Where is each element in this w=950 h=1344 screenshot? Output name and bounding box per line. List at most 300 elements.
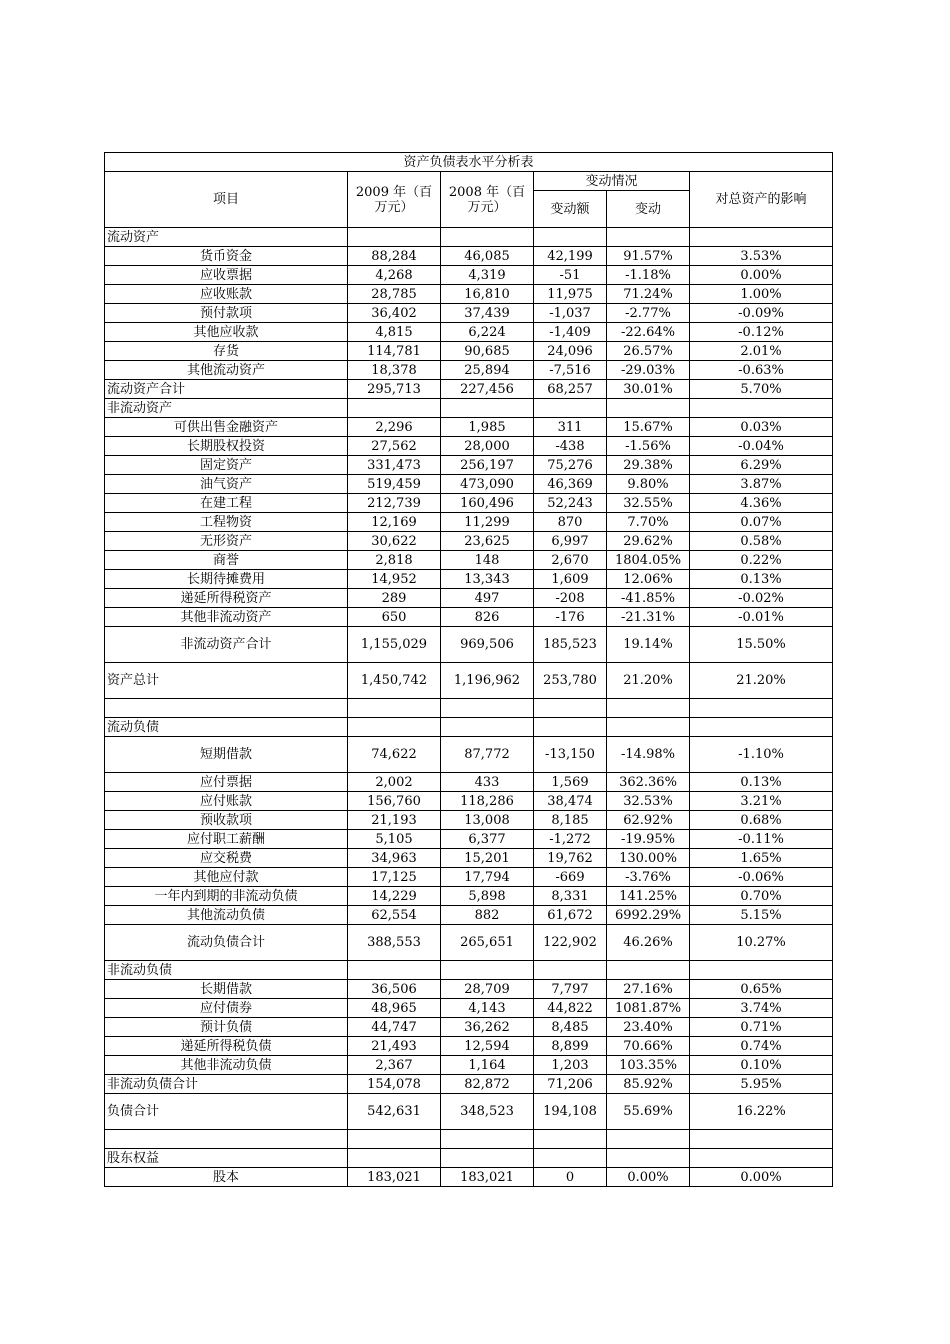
change-amount: 7,797 bbox=[534, 980, 607, 999]
table-row bbox=[105, 1094, 833, 1130]
item-label: 预付款项 bbox=[105, 304, 348, 323]
value-2008: 11,299 bbox=[441, 513, 534, 532]
value-2009: 12,169 bbox=[348, 513, 441, 532]
change-pct: -22.64% bbox=[607, 323, 690, 342]
change-amount: 52,243 bbox=[534, 494, 607, 513]
item-label: 在建工程 bbox=[105, 494, 348, 513]
value-2009: 2,002 bbox=[348, 773, 441, 792]
item-label: 货币资金 bbox=[105, 247, 348, 266]
impact-value: 15.50% bbox=[690, 627, 833, 663]
value-2008: 28,709 bbox=[441, 980, 534, 999]
table-row bbox=[105, 380, 833, 399]
change-pct: 1804.05% bbox=[607, 551, 690, 570]
empty-cell bbox=[348, 1149, 441, 1168]
item-label: 股本 bbox=[105, 1168, 348, 1187]
table-row bbox=[105, 792, 833, 811]
value-2008: 256,197 bbox=[441, 456, 534, 475]
empty-cell bbox=[534, 1149, 607, 1168]
header-2008: 2008 年（百万元） bbox=[441, 172, 534, 228]
item-label: 应付职工薪酬 bbox=[105, 830, 348, 849]
blank-cell bbox=[690, 1130, 833, 1149]
header-change: 变动情况 bbox=[534, 172, 690, 191]
blank-cell bbox=[105, 1130, 348, 1149]
change-pct: -41.85% bbox=[607, 589, 690, 608]
table-row bbox=[105, 627, 833, 663]
empty-cell bbox=[534, 961, 607, 980]
change-pct: 130.00% bbox=[607, 849, 690, 868]
value-2009: 183,021 bbox=[348, 1168, 441, 1187]
change-pct: 32.55% bbox=[607, 494, 690, 513]
header-change-amount: 变动额 bbox=[534, 191, 607, 228]
impact-value: 6.29% bbox=[690, 456, 833, 475]
table-row bbox=[105, 361, 833, 380]
value-2009: 36,402 bbox=[348, 304, 441, 323]
value-2009: 2,367 bbox=[348, 1056, 441, 1075]
table-row bbox=[105, 570, 833, 589]
empty-cell bbox=[607, 718, 690, 737]
section-label: 非流动资产 bbox=[105, 399, 348, 418]
change-pct: -2.77% bbox=[607, 304, 690, 323]
change-amount: 870 bbox=[534, 513, 607, 532]
impact-value: -0.12% bbox=[690, 323, 833, 342]
blank-cell bbox=[441, 1130, 534, 1149]
impact-value: 0.03% bbox=[690, 418, 833, 437]
table-row bbox=[105, 285, 833, 304]
impact-value: 0.68% bbox=[690, 811, 833, 830]
item-label: 其他应收款 bbox=[105, 323, 348, 342]
balance-sheet-table bbox=[104, 152, 833, 1187]
empty-cell bbox=[690, 961, 833, 980]
table-row bbox=[105, 906, 833, 925]
impact-value: -0.01% bbox=[690, 608, 833, 627]
value-2009: 154,078 bbox=[348, 1075, 441, 1094]
change-amount: 6,997 bbox=[534, 532, 607, 551]
item-label: 应交税费 bbox=[105, 849, 348, 868]
item-label: 一年内到期的非流动负债 bbox=[105, 887, 348, 906]
blank-cell bbox=[534, 1130, 607, 1149]
value-2009: 289 bbox=[348, 589, 441, 608]
empty-cell bbox=[441, 718, 534, 737]
value-2009: 1,450,742 bbox=[348, 663, 441, 699]
empty-cell bbox=[690, 228, 833, 247]
change-amount: -438 bbox=[534, 437, 607, 456]
value-2009: 48,965 bbox=[348, 999, 441, 1018]
item-label: 长期借款 bbox=[105, 980, 348, 999]
value-2008: 46,085 bbox=[441, 247, 534, 266]
impact-value: -0.02% bbox=[690, 589, 833, 608]
value-2009: 30,622 bbox=[348, 532, 441, 551]
blank-cell bbox=[348, 1130, 441, 1149]
change-pct: 0.00% bbox=[607, 1168, 690, 1187]
change-amount: 311 bbox=[534, 418, 607, 437]
value-2009: 18,378 bbox=[348, 361, 441, 380]
change-pct: 30.01% bbox=[607, 380, 690, 399]
impact-value: 0.70% bbox=[690, 887, 833, 906]
change-amount: -7,516 bbox=[534, 361, 607, 380]
table-row bbox=[105, 456, 833, 475]
empty-cell bbox=[348, 718, 441, 737]
blank-cell bbox=[607, 699, 690, 718]
impact-value: -0.63% bbox=[690, 361, 833, 380]
change-amount: 0 bbox=[534, 1168, 607, 1187]
section-label: 流动负债 bbox=[105, 718, 348, 737]
table-row bbox=[105, 849, 833, 868]
change-pct: 26.57% bbox=[607, 342, 690, 361]
change-pct: 91.57% bbox=[607, 247, 690, 266]
change-amount: 2,670 bbox=[534, 551, 607, 570]
value-2009: 114,781 bbox=[348, 342, 441, 361]
value-2008: 36,262 bbox=[441, 1018, 534, 1037]
table-body bbox=[105, 228, 833, 1187]
change-amount: -208 bbox=[534, 589, 607, 608]
value-2008: 37,439 bbox=[441, 304, 534, 323]
table-row bbox=[105, 342, 833, 361]
value-2009: 28,785 bbox=[348, 285, 441, 304]
impact-value: 5.70% bbox=[690, 380, 833, 399]
section-label: 股东权益 bbox=[105, 1149, 348, 1168]
table-row bbox=[105, 608, 833, 627]
impact-value: 16.22% bbox=[690, 1094, 833, 1130]
table-row bbox=[105, 304, 833, 323]
value-2009: 1,155,029 bbox=[348, 627, 441, 663]
blank-cell bbox=[607, 1130, 690, 1149]
blank-row bbox=[105, 699, 833, 718]
value-2008: 148 bbox=[441, 551, 534, 570]
change-amount: -1,272 bbox=[534, 830, 607, 849]
table-row bbox=[105, 323, 833, 342]
change-pct: 19.14% bbox=[607, 627, 690, 663]
change-amount: 185,523 bbox=[534, 627, 607, 663]
change-pct: 15.67% bbox=[607, 418, 690, 437]
empty-cell bbox=[690, 1149, 833, 1168]
value-2009: 2,296 bbox=[348, 418, 441, 437]
value-2008: 4,143 bbox=[441, 999, 534, 1018]
item-label: 应收票据 bbox=[105, 266, 348, 285]
change-pct: 103.35% bbox=[607, 1056, 690, 1075]
change-pct: 29.38% bbox=[607, 456, 690, 475]
table-row bbox=[105, 830, 833, 849]
item-label: 油气资产 bbox=[105, 475, 348, 494]
total-label: 负债合计 bbox=[105, 1094, 348, 1130]
change-pct: 55.69% bbox=[607, 1094, 690, 1130]
table-row bbox=[105, 980, 833, 999]
table-row bbox=[105, 551, 833, 570]
change-pct: -14.98% bbox=[607, 737, 690, 773]
change-amount: 71,206 bbox=[534, 1075, 607, 1094]
value-2009: 27,562 bbox=[348, 437, 441, 456]
empty-cell bbox=[607, 961, 690, 980]
change-amount: 42,199 bbox=[534, 247, 607, 266]
blank-cell bbox=[690, 699, 833, 718]
item-label: 递延所得税资产 bbox=[105, 589, 348, 608]
table-row bbox=[105, 737, 833, 773]
item-label: 非流动资产合计 bbox=[105, 627, 348, 663]
value-2008: 497 bbox=[441, 589, 534, 608]
value-2008: 87,772 bbox=[441, 737, 534, 773]
value-2008: 90,685 bbox=[441, 342, 534, 361]
value-2008: 183,021 bbox=[441, 1168, 534, 1187]
change-pct: 62.92% bbox=[607, 811, 690, 830]
item-label: 长期待摊费用 bbox=[105, 570, 348, 589]
table-row bbox=[105, 494, 833, 513]
section-row bbox=[105, 399, 833, 418]
change-amount: 68,257 bbox=[534, 380, 607, 399]
item-label: 长期股权投资 bbox=[105, 437, 348, 456]
value-2008: 4,319 bbox=[441, 266, 534, 285]
total-label: 资产总计 bbox=[105, 663, 348, 699]
item-label: 应付账款 bbox=[105, 792, 348, 811]
change-pct: -19.95% bbox=[607, 830, 690, 849]
value-2008: 13,343 bbox=[441, 570, 534, 589]
impact-value: -0.11% bbox=[690, 830, 833, 849]
impact-value: -0.09% bbox=[690, 304, 833, 323]
change-pct: -1.18% bbox=[607, 266, 690, 285]
item-label: 应付债券 bbox=[105, 999, 348, 1018]
impact-value: 5.95% bbox=[690, 1075, 833, 1094]
empty-cell bbox=[607, 1149, 690, 1168]
change-pct: 12.06% bbox=[607, 570, 690, 589]
value-2008: 23,625 bbox=[441, 532, 534, 551]
change-pct: 27.16% bbox=[607, 980, 690, 999]
impact-value: 21.20% bbox=[690, 663, 833, 699]
impact-value: 0.74% bbox=[690, 1037, 833, 1056]
empty-cell bbox=[690, 399, 833, 418]
empty-cell bbox=[441, 1149, 534, 1168]
change-amount: -176 bbox=[534, 608, 607, 627]
table-row bbox=[105, 532, 833, 551]
change-pct: 23.40% bbox=[607, 1018, 690, 1037]
impact-value: 3.74% bbox=[690, 999, 833, 1018]
change-amount: 11,975 bbox=[534, 285, 607, 304]
change-pct: 32.53% bbox=[607, 792, 690, 811]
change-pct: -3.76% bbox=[607, 868, 690, 887]
impact-value: 0.10% bbox=[690, 1056, 833, 1075]
impact-value: 0.13% bbox=[690, 773, 833, 792]
value-2009: 44,747 bbox=[348, 1018, 441, 1037]
section-label: 非流动负债 bbox=[105, 961, 348, 980]
value-2008: 1,985 bbox=[441, 418, 534, 437]
value-2009: 650 bbox=[348, 608, 441, 627]
change-amount: 8,185 bbox=[534, 811, 607, 830]
value-2009: 88,284 bbox=[348, 247, 441, 266]
change-pct: 141.25% bbox=[607, 887, 690, 906]
table-row bbox=[105, 437, 833, 456]
table-row bbox=[105, 1168, 833, 1187]
blank-cell bbox=[105, 699, 348, 718]
table-row bbox=[105, 1056, 833, 1075]
impact-value: 0.65% bbox=[690, 980, 833, 999]
change-amount: -13,150 bbox=[534, 737, 607, 773]
value-2008: 227,456 bbox=[441, 380, 534, 399]
value-2008: 6,224 bbox=[441, 323, 534, 342]
item-label: 递延所得税负债 bbox=[105, 1037, 348, 1056]
change-amount: 38,474 bbox=[534, 792, 607, 811]
value-2008: 82,872 bbox=[441, 1075, 534, 1094]
impact-value: 0.58% bbox=[690, 532, 833, 551]
table-row bbox=[105, 811, 833, 830]
value-2008: 160,496 bbox=[441, 494, 534, 513]
empty-cell bbox=[348, 399, 441, 418]
change-amount: -669 bbox=[534, 868, 607, 887]
table-row bbox=[105, 1075, 833, 1094]
item-label: 短期借款 bbox=[105, 737, 348, 773]
value-2008: 6,377 bbox=[441, 830, 534, 849]
impact-value: 0.13% bbox=[690, 570, 833, 589]
table-row bbox=[105, 266, 833, 285]
change-amount: 75,276 bbox=[534, 456, 607, 475]
change-amount: 194,108 bbox=[534, 1094, 607, 1130]
value-2009: 331,473 bbox=[348, 456, 441, 475]
change-amount: 122,902 bbox=[534, 925, 607, 961]
value-2009: 74,622 bbox=[348, 737, 441, 773]
change-pct: 71.24% bbox=[607, 285, 690, 304]
impact-value: 3.53% bbox=[690, 247, 833, 266]
impact-value: -0.04% bbox=[690, 437, 833, 456]
change-pct: -21.31% bbox=[607, 608, 690, 627]
item-label: 可供出售金融资产 bbox=[105, 418, 348, 437]
blank-cell bbox=[534, 699, 607, 718]
value-2008: 15,201 bbox=[441, 849, 534, 868]
impact-value: 0.00% bbox=[690, 1168, 833, 1187]
value-2009: 5,105 bbox=[348, 830, 441, 849]
change-amount: -1,037 bbox=[534, 304, 607, 323]
empty-cell bbox=[348, 228, 441, 247]
empty-cell bbox=[534, 228, 607, 247]
value-2009: 34,963 bbox=[348, 849, 441, 868]
value-2008: 12,594 bbox=[441, 1037, 534, 1056]
item-label: 固定资产 bbox=[105, 456, 348, 475]
table-row bbox=[105, 868, 833, 887]
empty-cell bbox=[441, 228, 534, 247]
empty-cell bbox=[534, 718, 607, 737]
item-label: 商誉 bbox=[105, 551, 348, 570]
value-2009: 21,493 bbox=[348, 1037, 441, 1056]
impact-value: 5.15% bbox=[690, 906, 833, 925]
change-amount: 19,762 bbox=[534, 849, 607, 868]
item-label: 流动负债合计 bbox=[105, 925, 348, 961]
table-title: 资产负债表水平分析表 bbox=[105, 153, 833, 172]
empty-cell bbox=[690, 718, 833, 737]
value-2009: 519,459 bbox=[348, 475, 441, 494]
blank-cell bbox=[348, 699, 441, 718]
change-pct: 362.36% bbox=[607, 773, 690, 792]
section-row bbox=[105, 718, 833, 737]
table-row bbox=[105, 475, 833, 494]
impact-value: 3.87% bbox=[690, 475, 833, 494]
value-2008: 5,898 bbox=[441, 887, 534, 906]
value-2009: 2,818 bbox=[348, 551, 441, 570]
impact-value: 0.00% bbox=[690, 266, 833, 285]
table-row bbox=[105, 513, 833, 532]
item-label: 应付票据 bbox=[105, 773, 348, 792]
value-2008: 473,090 bbox=[441, 475, 534, 494]
change-pct: 46.26% bbox=[607, 925, 690, 961]
table-row bbox=[105, 773, 833, 792]
change-pct: 6992.29% bbox=[607, 906, 690, 925]
item-label: 工程物资 bbox=[105, 513, 348, 532]
impact-value: 2.01% bbox=[690, 342, 833, 361]
change-amount: 8,331 bbox=[534, 887, 607, 906]
change-amount: 1,609 bbox=[534, 570, 607, 589]
change-amount: -1,409 bbox=[534, 323, 607, 342]
table-row bbox=[105, 999, 833, 1018]
table-row bbox=[105, 589, 833, 608]
change-pct: 21.20% bbox=[607, 663, 690, 699]
item-label: 其他流动负债 bbox=[105, 906, 348, 925]
item-label: 预收款项 bbox=[105, 811, 348, 830]
header-impact: 对总资产的影响 bbox=[690, 172, 833, 228]
impact-value: 1.65% bbox=[690, 849, 833, 868]
value-2008: 969,506 bbox=[441, 627, 534, 663]
section-row bbox=[105, 228, 833, 247]
table-row bbox=[105, 247, 833, 266]
change-pct: 85.92% bbox=[607, 1075, 690, 1094]
impact-value: 10.27% bbox=[690, 925, 833, 961]
impact-value: 0.71% bbox=[690, 1018, 833, 1037]
value-2008: 25,894 bbox=[441, 361, 534, 380]
change-pct: 29.62% bbox=[607, 532, 690, 551]
empty-cell bbox=[607, 228, 690, 247]
change-pct: 70.66% bbox=[607, 1037, 690, 1056]
item-label: 预计负债 bbox=[105, 1018, 348, 1037]
value-2009: 295,713 bbox=[348, 380, 441, 399]
item-label: 其他流动资产 bbox=[105, 361, 348, 380]
change-amount: 8,899 bbox=[534, 1037, 607, 1056]
total-label: 非流动负债合计 bbox=[105, 1075, 348, 1094]
item-label: 其他应付款 bbox=[105, 868, 348, 887]
value-2009: 17,125 bbox=[348, 868, 441, 887]
value-2009: 21,193 bbox=[348, 811, 441, 830]
value-2009: 36,506 bbox=[348, 980, 441, 999]
value-2008: 1,196,962 bbox=[441, 663, 534, 699]
change-amount: 8,485 bbox=[534, 1018, 607, 1037]
empty-cell bbox=[348, 961, 441, 980]
value-2009: 542,631 bbox=[348, 1094, 441, 1130]
change-amount: 46,369 bbox=[534, 475, 607, 494]
value-2008: 28,000 bbox=[441, 437, 534, 456]
value-2009: 4,815 bbox=[348, 323, 441, 342]
table-row bbox=[105, 887, 833, 906]
value-2009: 388,553 bbox=[348, 925, 441, 961]
value-2009: 212,739 bbox=[348, 494, 441, 513]
value-2009: 4,268 bbox=[348, 266, 441, 285]
header-change-pct: 变动 bbox=[607, 191, 690, 228]
table-row bbox=[105, 925, 833, 961]
change-amount: 61,672 bbox=[534, 906, 607, 925]
change-amount: -51 bbox=[534, 266, 607, 285]
change-amount: 253,780 bbox=[534, 663, 607, 699]
change-pct: -1.56% bbox=[607, 437, 690, 456]
value-2009: 14,952 bbox=[348, 570, 441, 589]
change-pct: 7.70% bbox=[607, 513, 690, 532]
value-2009: 156,760 bbox=[348, 792, 441, 811]
change-amount: 1,569 bbox=[534, 773, 607, 792]
change-amount: 44,822 bbox=[534, 999, 607, 1018]
change-amount: 1,203 bbox=[534, 1056, 607, 1075]
value-2008: 882 bbox=[441, 906, 534, 925]
item-label: 其他非流动资产 bbox=[105, 608, 348, 627]
impact-value: -0.06% bbox=[690, 868, 833, 887]
blank-cell bbox=[441, 699, 534, 718]
header-2009: 2009 年（百万元） bbox=[348, 172, 441, 228]
impact-value: 0.22% bbox=[690, 551, 833, 570]
section-label: 流动资产 bbox=[105, 228, 348, 247]
value-2008: 13,008 bbox=[441, 811, 534, 830]
impact-value: 1.00% bbox=[690, 285, 833, 304]
value-2009: 14,229 bbox=[348, 887, 441, 906]
item-label: 其他非流动负债 bbox=[105, 1056, 348, 1075]
empty-cell bbox=[441, 399, 534, 418]
